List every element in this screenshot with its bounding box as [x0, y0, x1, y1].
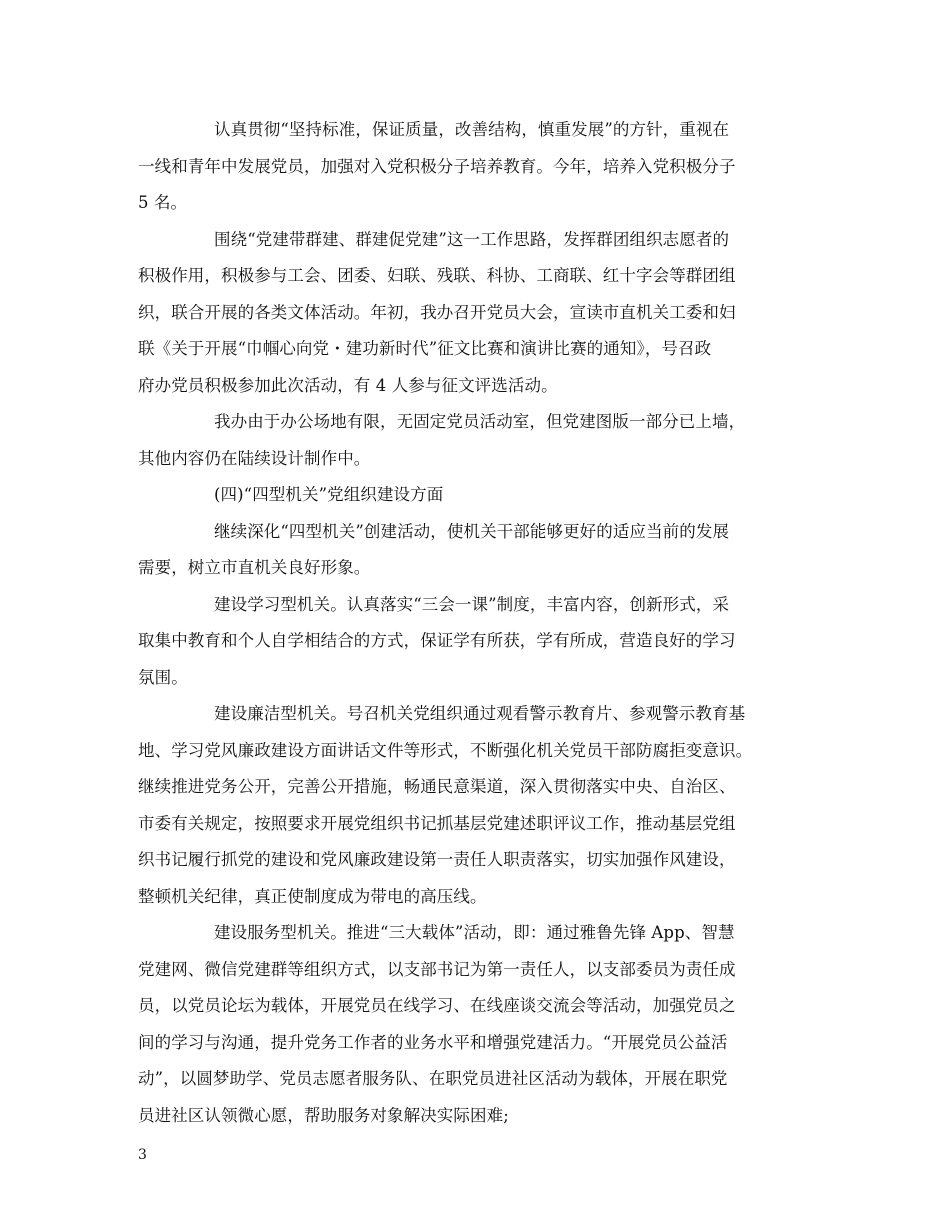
paragraph-line: 需要，树立市直机关良好形象。	[138, 558, 371, 577]
paragraph-first-line: 我办由于办公场地有限，无固定党员活动室，但党建图版一部分已上墙，	[214, 412, 746, 431]
paragraph-first-line: 建设学习型机关。认真落实“三会一课”制度，丰富内容，创新形式，采	[214, 594, 730, 614]
paragraph-line: 其他内容仍在陆续设计制作中。	[138, 448, 371, 468]
paragraph-line: 动”，以圆梦助学、党员志愿者服务队、在职党员进社区活动为载体，开展在职党	[138, 1069, 728, 1088]
paragraph-line: 地、学习党风廉政建设方面讲话文件等形式，不断强化机关党员干部防腐拒变意识。	[138, 740, 753, 760]
paragraph-line: 积极作用，积极参与工会、团委、妇联、残联、科协、工商联、红十字会等群团组	[138, 266, 736, 285]
paragraph-line: 一线和青年中发展党员，加强对入党积极分子培养教育。今年，培养入党积极分子	[138, 156, 736, 176]
paragraph-first-line: 继续深化“四型机关”创建活动，使机关干部能够更好的适应当前的发展	[214, 521, 730, 541]
paragraph-line: 5 名。	[138, 193, 188, 212]
paragraph-line: 府办党员积极参加此次活动，有 4 人参与征文评选活动。	[138, 375, 558, 395]
paragraph-line: 继续推进党务公开，完善公开措施，畅通民意渠道，深入贯彻落实中央、自治区、	[138, 777, 736, 796]
paragraph-line: 间的学习与沟通，提升党务工作者的业务水平和增强党建活力。“开展党员公益活	[138, 1032, 728, 1052]
paragraph-first-line: 建设廉洁型机关。号召机关党组织通过观看警示教育片、参观警示教育基	[214, 704, 746, 723]
paragraph-line: 织书记履行抓党的建设和党风廉政建设第一责任人职责落实，切实加强作风建设，	[138, 850, 736, 869]
paragraph-first-line: 认真贯彻“坚持标准，保证质量，改善结构，慎重发展”的方针，重视在	[214, 120, 730, 139]
paragraph-line: 织，联合开展的各类文体活动。年初，我办召开党员大会，宣读市直机关工委和妇	[138, 302, 736, 322]
paragraph-line: 市委有关规定，按照要求开展党组织书记抓基层党建述职评议工作，推动基层党组	[138, 813, 736, 833]
paragraph-line: 员，以党员论坛为载体，开展党员在线学习、在线座谈交流会等活动，加强党员之	[138, 996, 736, 1015]
paragraph-line: 取集中教育和个人自学相结合的方式，保证学有所获，学有所成，营造良好的学习	[138, 631, 736, 650]
document-body	[138, 112, 818, 1134]
paragraph-first-line: (四)“四型机关”党组织建设方面	[214, 485, 444, 504]
paragraph-first-line: 围绕“党建带群建、群建促党建”这一工作思路，发挥群团组织志愿者的	[214, 229, 730, 249]
paragraph-line: 党建网、微信党建群等组织方式，以支部书记为第一责任人，以支部委员为责任成	[138, 959, 736, 979]
paragraph-first-line: 建设服务型机关。推进“三大载体”活动，即：通过雅鲁先锋 App、智慧	[214, 923, 735, 942]
paragraph-line: 氛围。	[138, 667, 188, 687]
paragraph-line: 联《关于开展“巾帼心向党・建功新时代”征文比赛和演讲比赛的通知》，号召政	[138, 339, 712, 358]
page-number: 3	[138, 1147, 147, 1163]
paragraph-line: 员进社区认领微心愿，帮助服务对象解决实际困难;	[138, 1105, 509, 1125]
paragraph-line: 整顿机关纪律，真正使制度成为带电的高压线。	[138, 886, 487, 906]
